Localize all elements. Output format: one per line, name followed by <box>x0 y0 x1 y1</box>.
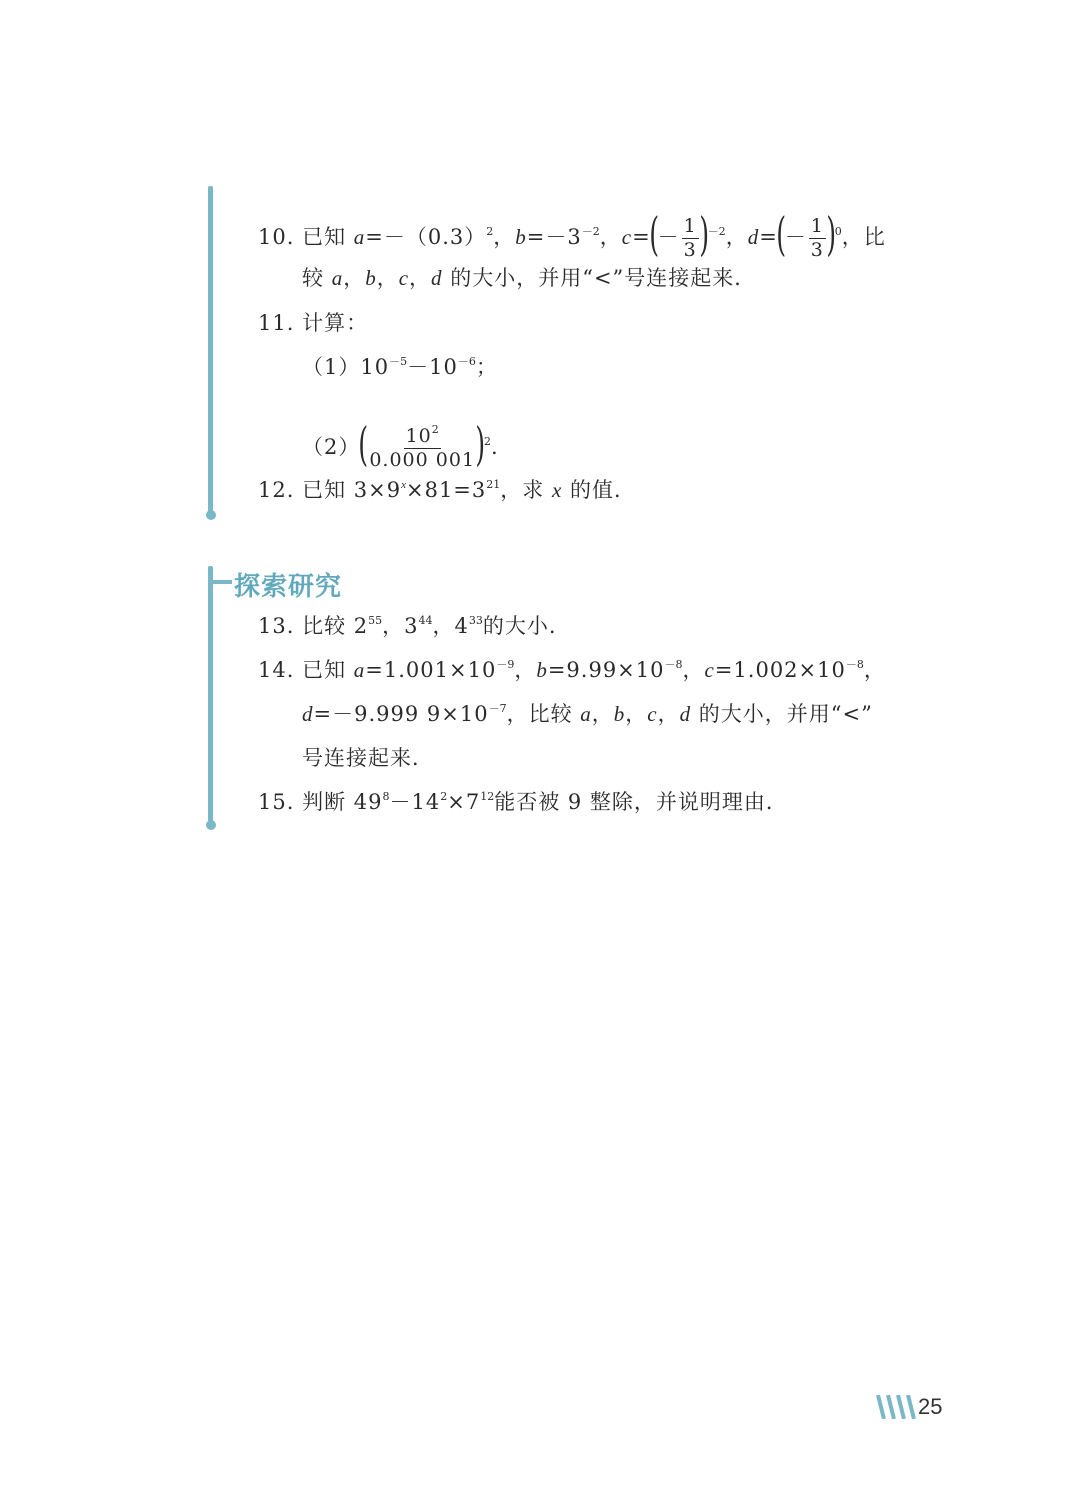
problem-15: 15. 判断 $49^8-14^2\times 7^{12}$能否被 9 整除，并说明理由． <box>258 790 788 814</box>
problem-10-formula: $a=-(0.3)^2$，$b=-3^{-2}$，c=(－ $\frac{1}{3}$ )$^{-2}$，d=(－ $\frac{1}{3}$ )$^0$ <box>353 207 842 261</box>
margin-rail-bottom <box>208 566 213 824</box>
problem-11-part-1: $(1)10^{-5}-10^{-6}$； <box>302 355 498 379</box>
rail-end-dot-top <box>206 510 216 520</box>
problem-10-cont: 较 a，b，c，d 的大小，并用“<”号连接起来． <box>302 266 757 290</box>
section-title: 探索研究 <box>234 572 343 602</box>
problem-11: 11. 计算： <box>258 311 369 335</box>
problem-14-cont: d=－9.999 $9\times 10^{-7}$，比较 a，b，c，d 的大小，并用“<” <box>302 702 873 726</box>
problem-11-part-2: （2）( $\frac{10^2}{0.000 001}$ )$^2$. <box>302 417 499 471</box>
problem-12: 12. 已知 $3\times 9^x\times 81=3^{21}$，求 x 的值． <box>258 478 636 502</box>
page-stripes-icon <box>876 1395 916 1419</box>
page-number: 25 <box>918 1394 943 1419</box>
problem-13: 13. 比较 $2^{55}$，$3^{44}$，$4^{33}$的大小. <box>258 614 557 638</box>
problem-10: 10. 已知 $a=-(0.3)^2$，$b=-3^{-2}$，c=(－ $\frac{1}{3}$ )$^{-2}$，d=(－ $\frac{1}{3}$ )$^0$，比 <box>258 207 886 261</box>
rail-end-dot-bottom <box>206 820 216 830</box>
section-title-tick <box>208 580 232 584</box>
margin-rail-top <box>208 186 213 516</box>
problem-14-cont-2: 号连接起来． <box>302 746 434 770</box>
problem-14: 14. 已知 $a=1.001\times 10^{-9}$，$b=9.99\times 10^{-8}$，$c=1.002\times 10^{-8}$， <box>258 658 886 682</box>
